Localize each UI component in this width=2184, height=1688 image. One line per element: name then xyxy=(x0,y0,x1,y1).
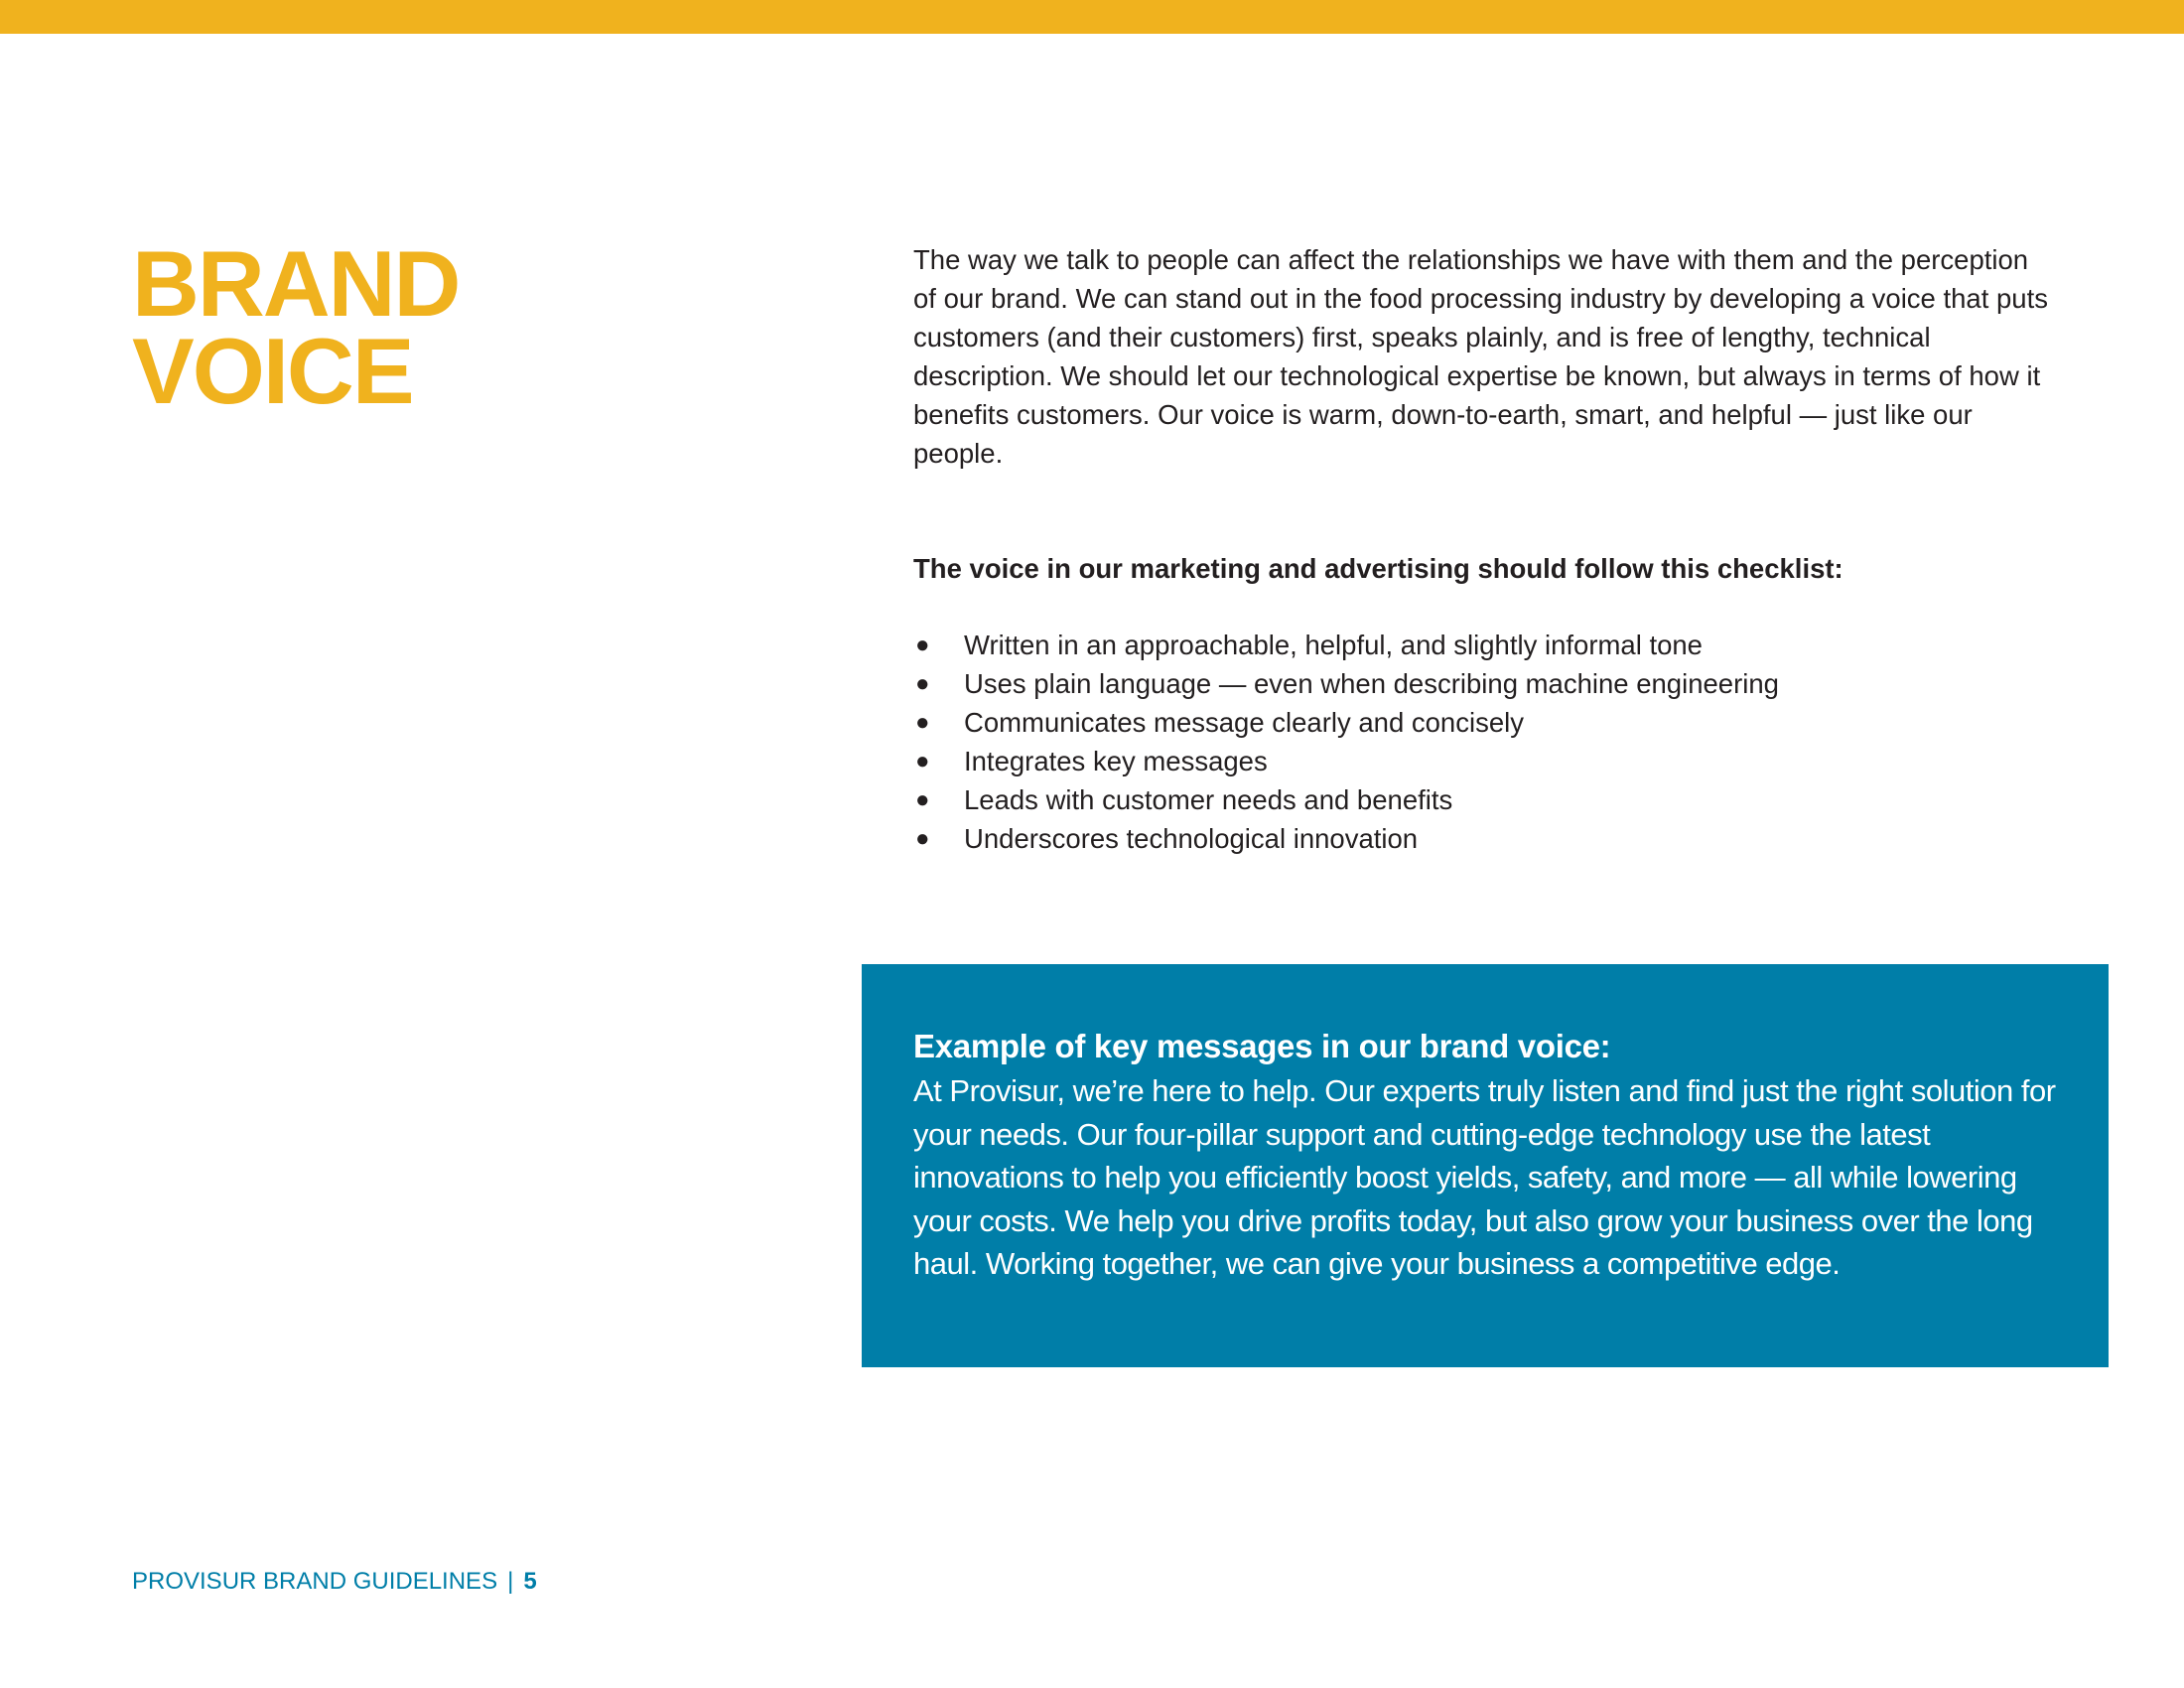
bullet-icon: ● xyxy=(915,670,930,697)
page-title xyxy=(132,231,460,423)
checklist-item: ● Integrates key messages xyxy=(913,742,2055,780)
example-heading: Example of key messages in our brand voice: xyxy=(913,1028,1611,1064)
footer-label: PROVISUR BRAND GUIDELINES xyxy=(132,1568,498,1595)
top-accent-bar xyxy=(0,0,2184,34)
intro-paragraph: The way we talk to people can affect the relationships we have with them and the perception of our brand. We can stand out in the food processing industry by developing a voice that puts customers (and their customers) first, speaks plainly, and is free of lengthy, technical description. We should let our technological expertise be known, but always in terms of how it benefits customers. Our voice is warm, down-to-earth, smart, and helpful — just like our people. xyxy=(913,244,2048,469)
checklist-item: ● Leads with customer needs and benefits xyxy=(913,780,2055,819)
page-title-line-1: BRAND xyxy=(132,231,460,336)
bullet-icon: ● xyxy=(915,709,930,736)
footer-separator: | xyxy=(507,1568,514,1595)
checklist xyxy=(913,626,2055,858)
checklist-item: ● Uses plain language — even when describing machine engineering xyxy=(913,664,2055,703)
checklist-heading: The voice in our marketing and advertising should follow this checklist: xyxy=(913,553,1843,584)
page-title-line-2: VOICE xyxy=(132,319,413,423)
example-body: At Provisur, we’re here to help. Our experts truly listen and find just the right solution for your needs. Our four-pillar support and cutting-edge technology use the latest innovations to help you efficiently boost yields, safety, and more — all while lowering your costs. We help you drive profits today, but also grow your business over the long haul. Working together, we can give your business a competitive edge. xyxy=(913,1073,2056,1281)
bullet-icon: ● xyxy=(915,748,930,774)
bullet-icon: ● xyxy=(915,786,930,813)
checklist-item: ● Communicates message clearly and concisely xyxy=(913,703,2055,742)
bullet-icon: ● xyxy=(915,825,930,852)
page-number: 5 xyxy=(523,1568,537,1595)
example-callout-box xyxy=(862,964,2109,1367)
checklist-item: ● Written in an approachable, helpful, and slightly informal tone xyxy=(913,626,2055,664)
bullet-icon: ● xyxy=(915,632,930,658)
checklist-item: ● Underscores technological innovation xyxy=(913,819,2055,858)
page-footer xyxy=(132,1567,537,1597)
